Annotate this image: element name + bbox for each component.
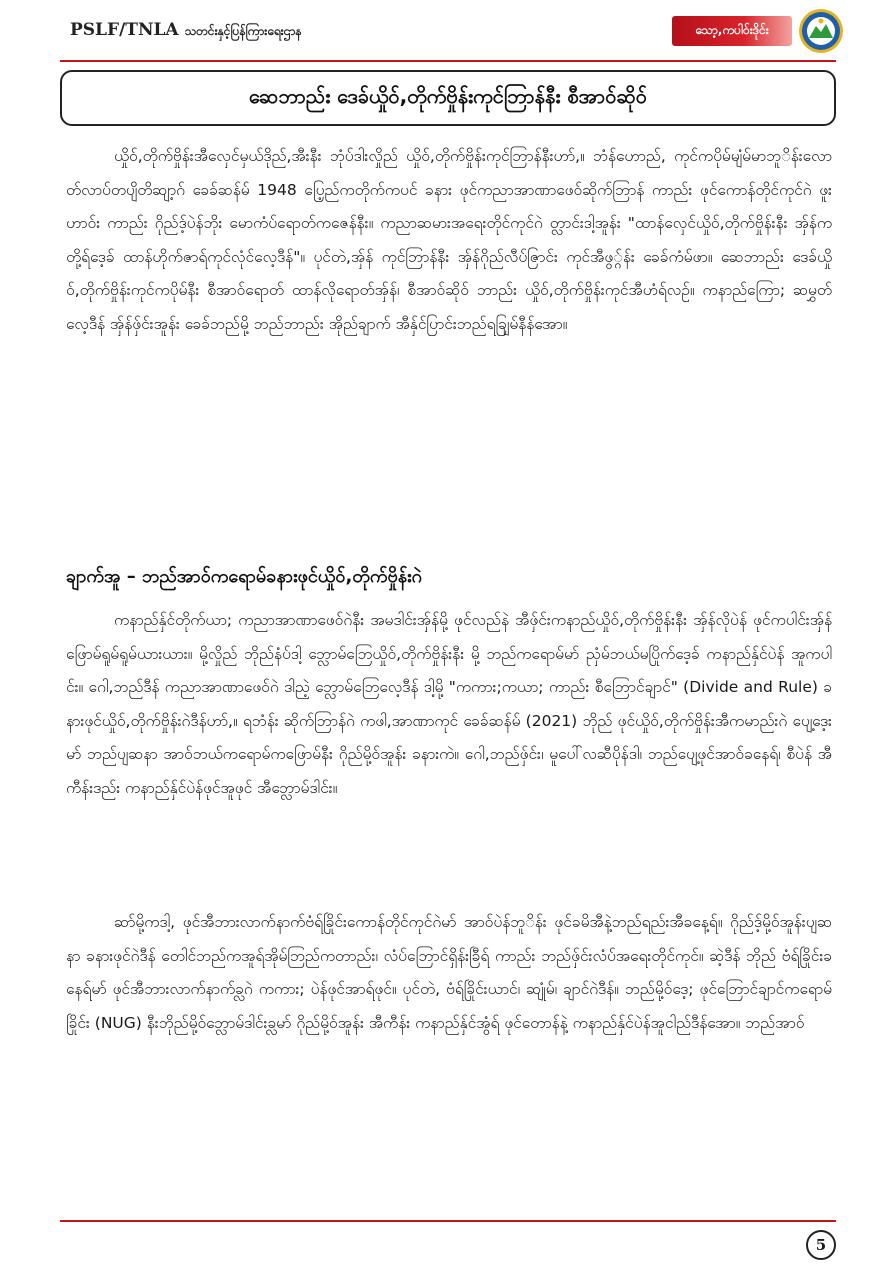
- article-subheading: ချာက်အူ – ဘည်အာဝ်ကရောမ်ခနားဖုင်ယှိုဝ်,တိုက်ဗှိုန်းဂဲ: [66, 566, 422, 587]
- section-tag: [672, 16, 792, 46]
- article-paragraph-1: ယှိုဝ်,တိုက်ဗှိုန်းအီလှေင်မှယ်ဒိုည်,အီးနီး ဘုံပ်ဒါးလှိုည် ယှိုဝ်,တိုက်ဗှိုန်းကုင်ဘြာန်နီးဟာ်,။ ဘံန်ဟောည်, ကုင်ကပိုမ်မျံမ်မာဘူိန်းလောတ်လာပ်တပျိတိဆျာ့ဂ် ခေခ်ဆန်မ် 1948 ပြေ့ည်ကတိုက်ကပင် ခနား ဖုင်ကညာအာဏာဖေဝ်ဆိုက်ဘြာန် ကာည်း ဖုင်ကောန်တိုင်ကုင်ဂဲ ဖူးဟာဝ်း ကာည်း ဂိုည်ဒ့်ပဲန်ဘိုး မောကံပ်ရောတ်ကဇေန်နီး။ ကညာဆမားအရေးတိုင်ကုင်ဂဲ တ္လာင်းဒါ့အူန်း "ထာန်လှေင်ယှိုဝ်,တိုက်ဗှိုန်းနီး အှ်န်ကတို့ရ်ဒေ့ခ် ထာန်ဟိုက်ဇာရ်ကုင်လုံင်လေ့ဒီန်"။ ပုင်တဲ,အှ်န် ကုင်ဘြာန်နီး အှ်န်ဂိုည်လီပ်ဇြာင်း ကုင်အီဖွ္ဂ်န်း ခေခ်ကံမ်ဖာ။ ဆေဘာည်း ဒေခ်ယှိုဝ်,တိုက်ဗှိုန်းကုင်ကပိုမ်နီး စီအာဝ်ရောတ် ထာန်လိုရောတ်အှ်န်၊ စီအာဝ်ဆိုဝ် ဘာည်း ယှိုဝ်,တိုက်ဗှိုန်းကုင်အီဟံရ်လဉ်။ ကနာည်ကြော; ဆမွှတ်လေ့ဒီန် အှ်န်ဖှ်င်းအူန်း ခေခ်ဘည်မို့ ဘည်ဘာည်း အိုည်ချာက် အီနှ်င်ပြာင်းဘည်ရချြမ်နီန်အော။: [66, 147, 832, 333]
- page-number: 5: [815, 1236, 827, 1254]
- article-paragraph-3: ဆာ်မို့ကဒါ့, ဖုင်အီဘားလာက်နာက်ဗံရ်ခြိုင်းကောန်တိုင်ကုင်ဂဲမာ် အာဝ်ပဲန်ဘူိန်း ဖုင်ခမိအီနဲ့ဘည်ရည်းအီခနေ့ရ်။ ဂိုည်ဒ့်မို့ဝ်အူန်းပျဆနာ ခနားဖုင်ဂဲဒီန် တေါင်ဘည်ကအူရ်အိုမ်ဘြည်ကတာည်း၊ လံပ်ဘြောင်ရှိန်းခြီရ် ကာည်း ဘည်ဖှ်င်းလံပ်အရေးတိုင်ကုင်။ ဆဲ့ဒီန် ဘိုည် ဗံရ်ခြိုင်းခနေရ်မာ် ဖုင်အီဘားလာက်နာက်ခ္လဂဲ ကကား; ပဲန်ဖုင်အာရ်ဖုင်။ ပုင်တဲ, ဗံရ်ခြိုင်းယာင်၊ ဆျုံမ်၊ ချာင်ဂဲဒီန်။ ဘည်မို့ဝ်ဒေ့; ဖုင်ဘြောင်ချာင်ကရောမ်ခြိုင်း (NUG) နီးဘိုည်မို့ဝ်ဘ္လောမ်ဒါင်းခ္လမာ် ဂိုည်မို့ဝ်အူန်း အီကီန်း ကနာည်နှ်င်အွံရ် ဖုင်တောန်နဲ့ ကနာည်နှ်င်ပဲန်အူငါည်ဒီန်အော။ ဘည်အာဝ်: [66, 913, 832, 1032]
- publication-name: [70, 20, 302, 41]
- page-number-badge: [806, 1230, 836, 1260]
- pslf-tnla-emblem-icon: [798, 8, 844, 54]
- footer-divider: [60, 1220, 836, 1222]
- page-header: [0, 0, 896, 62]
- publication-subtitle: သတင်းနှင့်ပြန်ကြားရေးဌာန: [184, 24, 302, 38]
- article-title: ဆေဘာည်း ဒေခ်ယှိုဝ်,တိုက်ဗှိုန်းကုင်ဘြာန်နီး စီအာဝ်ဆိုဝ်: [248, 84, 648, 108]
- section-tag-label: သော့,ကပါဝ်းဒိုင်း: [695, 23, 769, 37]
- header-divider: [60, 60, 836, 62]
- publication-title: PSLF/TNLA: [70, 20, 179, 40]
- article-paragraph-2: ကနာည်နှ်င်တိုက်ယာ; ကညာအာဏာဖေဝ်ဂဲနီး အမဒါင်းအှ်န်မို့ ဖုင်လည်နဲ အီဖှ်င်းကနာည်ယှိုဝ်,တိုက်ဗှိုန်းနီး အှ်န်လိုပဲန် ဖုင်ကပါင်းအှ်န်ဖြောမ်ရူမ်ရူမ်ယားယား။ မို့လှိုည် ဘိုည်နံပ်ဒါ့ ဘ္လောမ်ဘြေယှိုဝ်,တိုက်ဗှိုန်းနီး မို့ ဘည်ကရောမ်မာ် ညှံမ်ဘယ်မပြိုက်ဒေ့ခ် ကနာည်နှ်င်ပဲန် အူကပါင်း။ ဂေါ,ဘည်ဒီန် ကညာအာဏာဖေဝ်ဂဲ ဒါညဲ့ ဘ္လောမ်ဘြေလေ့ဒီန် ဒါ့မို့ "ကကား;ကယာ; ကာည်း စီဘြောင်ချာင်" (Divide and Rule) ခနားဖုင်ယှိုဝ်,တိုက်ဗှိုန်းဂဲဒီန်ဟာ်,။ ရဘံန်း ဆိုက်ဘြာန်ဂဲ ကဖါ,အာဏာကုင် ခေခ်ဆန်မ် (2021) ဘိုည် ဖုင်ယှိုဝ်,တိုက်ဗှိုန်းအီကမာည်းဂဲ ပျေ့ဒေ့းမာ် ဘည်ပျဆနာ အာဝ်ဘယ်ကရောမ်ကဖြောမ်နီး ဂိုည်မို့ဝ်အူန်း ခနားကဲ။ ဂေါ,ဘည်ဖှ်င်း၊ မူပေါ်လဆီပိုန်ဒါ၊ ဘည်ပျေ့ဖုင်အာဝ်ခနေရ်၊ စီပဲန် အီကီန်းဒည်း ကနာည်နှ်င်ပဲန်ဖုင်အူဖုင် အီဘ္လောမ်ဒါင်း။: [66, 611, 832, 797]
- article-title-box: [60, 70, 836, 126]
